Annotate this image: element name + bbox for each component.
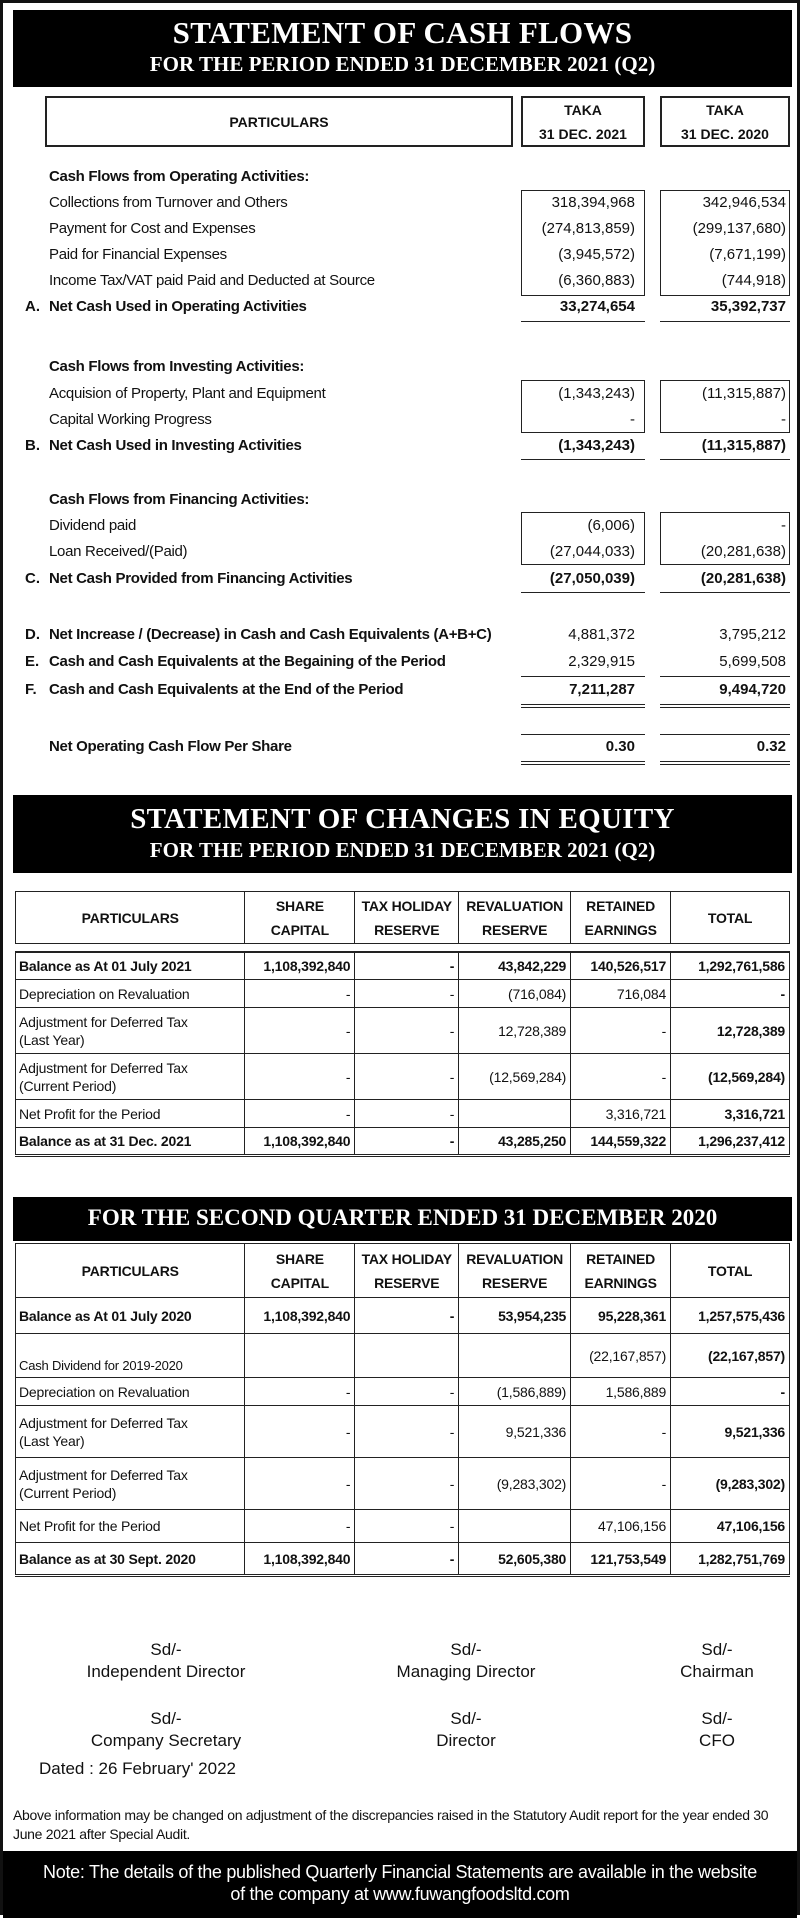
cash-flow-title: STATEMENT OF CASH FLOWS: [172, 15, 633, 50]
equity-banner: [13, 795, 792, 873]
total-value: 47,106,156: [671, 1510, 790, 1543]
row-label: Net Cash Used in Investing Activities: [49, 437, 302, 454]
per-share-row: [3, 734, 800, 760]
revaluation-value: 12,728,389: [459, 1008, 571, 1054]
revaluation-value: (9,283,302): [459, 1458, 571, 1510]
value-2020: 342,946,534: [702, 194, 786, 211]
equity-title: STATEMENT OF CHANGES IN EQUITY: [130, 803, 675, 835]
financing-heading: Cash Flows from Financing Activities:: [49, 491, 310, 508]
row-label: Net Profit for the Period: [16, 1510, 245, 1543]
tax-holiday-value: -: [355, 1458, 459, 1510]
equity-row: [16, 1100, 790, 1128]
website-note-banner: [3, 1851, 797, 1918]
signature-mark: Sd/-: [450, 1709, 482, 1728]
cash-flow-subtitle: FOR THE PERIOD ENDED 31 DECEMBER 2021 (Q2): [149, 52, 656, 76]
cash-flow-row: [3, 407, 800, 433]
retained-value: 95,228,361: [571, 1298, 671, 1334]
tax-holiday-value: -: [355, 1378, 459, 1406]
equity-row: [16, 1128, 790, 1156]
row-label: Net Cash Used in Operating Activities: [49, 298, 307, 315]
net-increase-row: [3, 622, 800, 648]
equity-row: [16, 1543, 790, 1576]
investing-heading-row: [3, 354, 800, 380]
equity-header-row: [16, 892, 790, 944]
equity-table-2020: [15, 1243, 790, 1577]
col-particulars: PARTICULARS: [16, 1244, 245, 1298]
revaluation-value: 43,285,250: [459, 1128, 571, 1156]
value-2020: 0.32: [756, 738, 786, 755]
signature-role: Chairman: [680, 1662, 754, 1681]
col-revaluation: REVALUATION RESERVE: [459, 892, 571, 944]
row-label: Balance as At 01 July 2021: [16, 952, 245, 980]
equity-table-2021: [15, 891, 790, 1157]
revaluation-value: 43,842,229: [459, 952, 571, 980]
share-capital-value: -: [245, 1100, 355, 1128]
cash-flow-row: [3, 268, 800, 294]
row-letter: E.: [25, 653, 40, 670]
row-label: Collections from Turnover and Others: [49, 194, 288, 211]
tax-holiday-value: -: [355, 1054, 459, 1100]
closing-cash-row: [3, 677, 800, 703]
signature-cfo: [597, 1708, 800, 1752]
particulars-header-label: PARTICULARS: [229, 113, 329, 130]
signature-company-secretary: [46, 1708, 286, 1752]
underline: [521, 321, 645, 322]
share-capital-value: 1,108,392,840: [245, 1128, 355, 1156]
value-2021: 2,329,915: [568, 653, 635, 670]
equity-row: [16, 1054, 790, 1100]
total-value: -: [671, 1378, 790, 1406]
value-2021: (27,050,039): [549, 570, 635, 587]
value-2021: (3,945,572): [558, 246, 635, 263]
value-2021: (274,813,859): [541, 220, 635, 237]
signature-independent-director: [46, 1639, 286, 1683]
revaluation-value: (716,084): [459, 980, 571, 1008]
row-label: Depreciation on Revaluation: [16, 980, 245, 1008]
total-value: (22,167,857): [671, 1334, 790, 1378]
revaluation-value: (1,586,889): [459, 1378, 571, 1406]
value-2020: (7,671,199): [709, 246, 786, 263]
operating-heading: Cash Flows from Operating Activities:: [49, 168, 310, 185]
double-underline: [521, 761, 645, 765]
row-label: Net Operating Cash Flow Per Share: [49, 738, 292, 755]
retained-value: 1,586,889: [571, 1378, 671, 1406]
col-total: TOTAL: [671, 892, 790, 944]
share-capital-value: -: [245, 1510, 355, 1543]
note-line-2: of the company at www.fuwangfoodsltd.com: [230, 1884, 570, 1904]
total-value: 9,521,336: [671, 1406, 790, 1458]
equity-row: [16, 1008, 790, 1054]
cash-flow-row: [3, 190, 800, 216]
operating-total-row: [3, 294, 800, 320]
double-underline: [660, 761, 790, 765]
value-2020: (744,918): [721, 272, 786, 289]
investing-total-row: [3, 433, 800, 459]
value-2021: (6,360,883): [558, 272, 635, 289]
value-2020: 9,494,720: [719, 681, 786, 698]
dated-text: Dated : 26 February' 2022: [39, 1759, 236, 1778]
spacer: [16, 944, 790, 952]
retained-value: -: [571, 1008, 671, 1054]
row-letter: B.: [25, 437, 40, 454]
row-label: Income Tax/VAT paid Paid and Deducted at Source: [49, 272, 375, 289]
equity-subtitle: FOR THE PERIOD ENDED 31 DECEMBER 2021 (Q2): [149, 838, 656, 862]
retained-value: -: [571, 1458, 671, 1510]
col-2021-currency: TAKA: [564, 101, 602, 118]
col-share-capital: SHARE CAPITAL: [245, 892, 355, 944]
financing-total-row: [3, 566, 800, 592]
value-2021: (27,044,033): [549, 543, 635, 560]
row-label: Adjustment for Deferred Tax (Current Period): [16, 1054, 245, 1100]
value-2020: (299,137,680): [692, 220, 786, 237]
equity-row: [16, 1406, 790, 1458]
row-label: Payment for Cost and Expenses: [49, 220, 256, 237]
row-label: Adjustment for Deferred Tax (Current Period): [16, 1458, 245, 1510]
tax-holiday-value: -: [355, 1298, 459, 1334]
row-label: Net Profit for the Period: [16, 1100, 245, 1128]
total-value: 1,282,751,769: [671, 1543, 790, 1576]
row-label: Depreciation on Revaluation: [16, 1378, 245, 1406]
revaluation-value: [459, 1334, 571, 1378]
col-2021-date: 31 DEC. 2021: [539, 125, 627, 142]
value-2021: (1,343,243): [558, 385, 635, 402]
signature-director: [346, 1708, 586, 1752]
row-label: Net Increase / (Decrease) in Cash and Cash Equivalents (A+B+C): [49, 626, 492, 643]
value-2021: -: [630, 411, 635, 428]
tax-holiday-value: -: [355, 952, 459, 980]
value-2021: 33,274,654: [559, 298, 635, 315]
row-label: Cash and Cash Equivalents at the End of the Period: [49, 681, 404, 698]
retained-value: 140,526,517: [571, 952, 671, 980]
row-label: Paid for Financial Expenses: [49, 246, 227, 263]
col-total: TOTAL: [671, 1244, 790, 1298]
retained-value: 3,316,721: [571, 1100, 671, 1128]
value-2020: (20,281,638): [700, 570, 786, 587]
row-label: Net Cash Provided from Financing Activities: [49, 570, 353, 587]
equity-row: [16, 1334, 790, 1378]
revaluation-value: 53,954,235: [459, 1298, 571, 1334]
cash-flow-row: [3, 381, 800, 407]
revaluation-value: (12,569,284): [459, 1054, 571, 1100]
total-value: (9,283,302): [671, 1458, 790, 1510]
revaluation-value: [459, 1510, 571, 1543]
underline: [660, 321, 790, 322]
value-2020: (11,315,887): [701, 437, 786, 454]
signature-role: Director: [436, 1731, 496, 1750]
tax-holiday-value: -: [355, 1008, 459, 1054]
investing-heading: Cash Flows from Investing Activities:: [49, 358, 305, 375]
col-particulars: PARTICULARS: [16, 892, 245, 944]
total-value: 12,728,389: [671, 1008, 790, 1054]
col-2020-date: 31 DEC. 2020: [681, 125, 769, 142]
operating-heading-row: [3, 164, 800, 190]
value-2020: -: [781, 411, 786, 428]
retained-value: 716,084: [571, 980, 671, 1008]
row-label: Acquision of Property, Plant and Equipment: [49, 385, 326, 402]
tax-holiday-value: -: [355, 1128, 459, 1156]
row-label: Adjustment for Deferred Tax (Last Year): [16, 1008, 245, 1054]
retained-value: (22,167,857): [571, 1334, 671, 1378]
value-2021: 0.30: [605, 738, 635, 755]
revaluation-value: 52,605,380: [459, 1543, 571, 1576]
underline: [521, 459, 645, 460]
tax-holiday-value: -: [355, 980, 459, 1008]
col-2020-header: [660, 96, 790, 147]
cash-flow-banner: [13, 10, 792, 87]
col-tax-holiday: TAX HOLIDAY RESERVE: [355, 892, 459, 944]
col-retained: RETAINED EARNINGS: [571, 1244, 671, 1298]
opening-cash-row: [3, 649, 800, 675]
financing-heading-row: [3, 487, 800, 513]
equity-row: [16, 952, 790, 980]
signature-managing-director: [346, 1639, 586, 1683]
row-label: Adjustment for Deferred Tax (Last Year): [16, 1406, 245, 1458]
share-capital-value: 1,108,392,840: [245, 1298, 355, 1334]
value-2021: 318,394,968: [551, 194, 635, 211]
row-label: Capital Working Progress: [49, 411, 212, 428]
col-revaluation: REVALUATION RESERVE: [459, 1244, 571, 1298]
retained-value: 47,106,156: [571, 1510, 671, 1543]
col-share-capital: SHARE CAPITAL: [245, 1244, 355, 1298]
tax-holiday-value: [355, 1334, 459, 1378]
prior-period-banner: [13, 1197, 792, 1241]
signature-role: Company Secretary: [90, 1731, 242, 1750]
row-letter: C.: [25, 570, 40, 587]
value-2021: (1,343,243): [558, 437, 635, 454]
total-value: (12,569,284): [671, 1054, 790, 1100]
cash-flow-row: [3, 242, 800, 268]
share-capital-value: 1,108,392,840: [245, 952, 355, 980]
equity-row: [16, 1458, 790, 1510]
value-2020: -: [781, 517, 786, 534]
share-capital-value: -: [245, 1406, 355, 1458]
value-2021: 7,211,287: [569, 681, 635, 698]
revaluation-value: [459, 1100, 571, 1128]
total-value: -: [671, 980, 790, 1008]
prior-period-title: FOR THE SECOND QUARTER ENDED 31 DECEMBER 2020: [87, 1205, 718, 1230]
total-value: 3,316,721: [671, 1100, 790, 1128]
signature-role: Independent Director: [86, 1662, 246, 1681]
signature-mark: Sd/-: [701, 1640, 733, 1659]
signature-mark: Sd/-: [150, 1640, 182, 1659]
cash-flow-row: [3, 513, 800, 539]
double-underline: [660, 704, 790, 708]
tax-holiday-value: -: [355, 1510, 459, 1543]
tax-holiday-value: -: [355, 1100, 459, 1128]
col-2021-header: [521, 96, 645, 147]
retained-value: -: [571, 1054, 671, 1100]
total-value: 1,257,575,436: [671, 1298, 790, 1334]
share-capital-value: -: [245, 1054, 355, 1100]
row-letter: F.: [25, 681, 37, 698]
equity-row: [16, 1298, 790, 1334]
equity-row: [16, 1510, 790, 1543]
value-2021: 4,881,372: [568, 626, 635, 643]
tax-holiday-value: -: [355, 1543, 459, 1576]
col-retained: RETAINED EARNINGS: [571, 892, 671, 944]
signature-mark: Sd/-: [701, 1709, 733, 1728]
row-label: Cash Dividend for 2019-2020: [16, 1334, 245, 1378]
tax-holiday-value: -: [355, 1406, 459, 1458]
row-label: Loan Received/(Paid): [49, 543, 188, 560]
equity-header-row: [16, 1244, 790, 1298]
total-value: 1,292,761,586: [671, 952, 790, 980]
cash-flow-row: [3, 216, 800, 242]
value-2020: 5,699,508: [719, 653, 786, 670]
row-letter: D.: [25, 626, 40, 643]
row-label: Balance as at 31 Dec. 2021: [16, 1128, 245, 1156]
particulars-header: [45, 96, 513, 147]
share-capital-value: [245, 1334, 355, 1378]
signature-mark: Sd/-: [450, 1640, 482, 1659]
share-capital-value: -: [245, 1008, 355, 1054]
underline: [521, 592, 645, 593]
underline: [660, 459, 790, 460]
signature-chairman: [597, 1639, 800, 1683]
retained-value: 144,559,322: [571, 1128, 671, 1156]
share-capital-value: -: [245, 1458, 355, 1510]
signature-role: Managing Director: [396, 1662, 536, 1681]
value-2021: (6,006): [587, 517, 635, 534]
row-label: Balance as at 30 Sept. 2020: [16, 1543, 245, 1576]
row-label: Balance as At 01 July 2020: [16, 1298, 245, 1334]
row-letter: A.: [25, 298, 40, 315]
col-2020-currency: TAKA: [706, 101, 744, 118]
value-2020: (20,281,638): [700, 543, 786, 560]
retained-value: 121,753,549: [571, 1543, 671, 1576]
value-2020: 3,795,212: [719, 626, 786, 643]
row-label: Dividend paid: [49, 517, 136, 534]
total-value: 1,296,237,412: [671, 1128, 790, 1156]
col-tax-holiday: TAX HOLIDAY RESERVE: [355, 1244, 459, 1298]
retained-value: -: [571, 1406, 671, 1458]
double-underline: [521, 704, 645, 708]
share-capital-value: 1,108,392,840: [245, 1543, 355, 1576]
underline: [660, 592, 790, 593]
cash-flow-row: [3, 539, 800, 565]
value-2020: 35,392,737: [710, 298, 786, 315]
value-2020: (11,315,887): [702, 385, 786, 402]
share-capital-value: -: [245, 1378, 355, 1406]
disclaimer-text: Above information may be changed on adjustment of the discrepancies raised in the Statutory Audit report for the year ended 30 June 2021 after Special Audit.: [13, 1807, 769, 1842]
row-label: Cash and Cash Equivalents at the Begaining of the Period: [49, 653, 446, 670]
signature-mark: Sd/-: [150, 1709, 182, 1728]
signature-role: CFO: [699, 1731, 735, 1750]
share-capital-value: -: [245, 980, 355, 1008]
note-line-1: Note: The details of the published Quarterly Financial Statements are available in the website: [43, 1862, 757, 1882]
equity-row: [16, 980, 790, 1008]
equity-row: [16, 1378, 790, 1406]
revaluation-value: 9,521,336: [459, 1406, 571, 1458]
